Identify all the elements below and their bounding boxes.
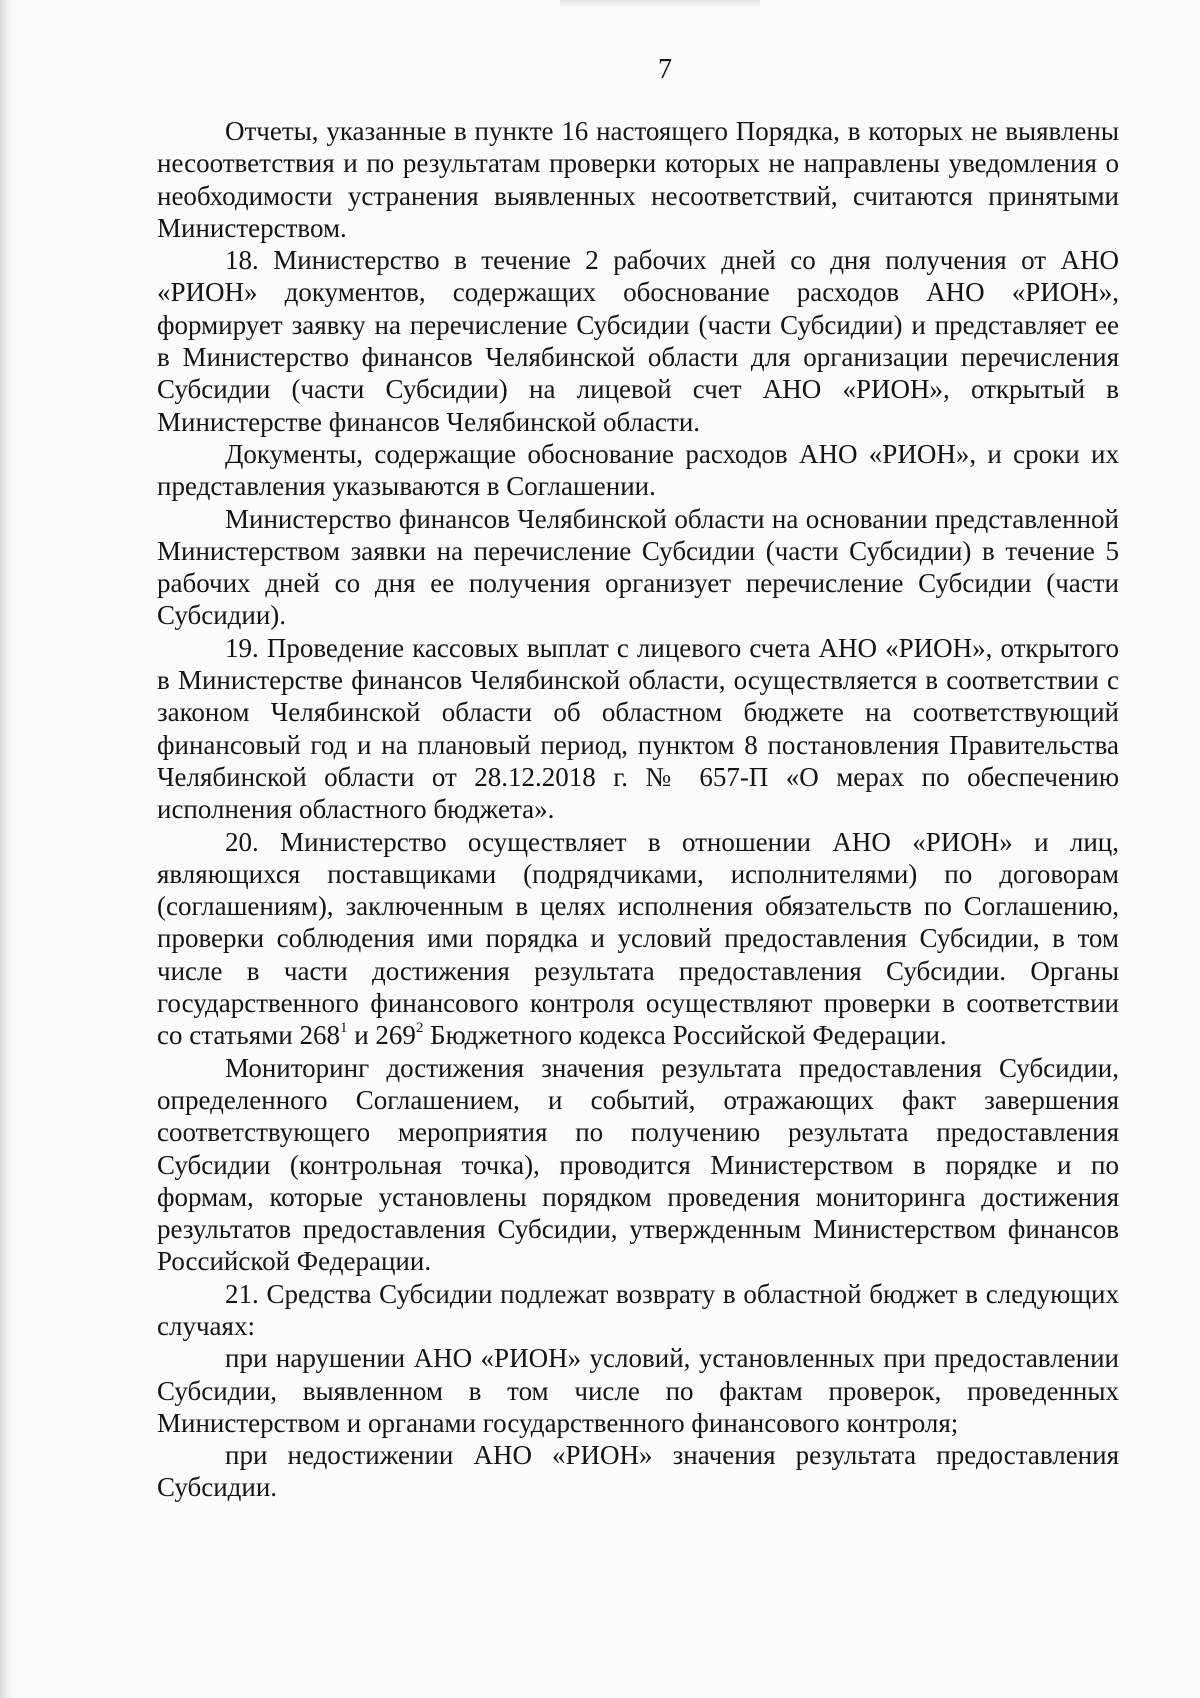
paragraph-18-transfer: Министерство финансов Челябинской области на основании представленной Министерством заявки на перечисление Субсидии (части Субсидии) в течение 5 рабочих дней со дня ее получения организует перечисление Субсидии (части Субсидии). xyxy=(157,503,1119,631)
paragraph-20-text-middle: и 269 xyxy=(347,1020,416,1051)
paragraph-reports-accepted: Отчеты, указанные в пункте 16 настоящего Порядка, в которых не выявлены несоответствия и по результатам проверки которых не направлены уведомления о необходимости устранения выявленных несоответствий, считаются принятыми Министерством. xyxy=(157,116,1119,243)
scan-top-artifact xyxy=(560,0,760,8)
paragraph-21-case-violation: при нарушении АНО «РИОН» условий, установленных при предоставлении Субсидии, выявленном в том числе по фактам проверок, проведенных Министерством и органами государственного финансового контроля; xyxy=(157,1343,1119,1438)
paragraph-18-request: 18. Министерство в течение 2 рабочих дней со дня получения от АНО «РИОН» документов, содержащих обоснование расходов АНО «РИОН», формирует заявку на перечисление Субсидии (части Субсидии) и представляет ее в Министерство финансов Челябинской области для организации перечисления Субсидии (части Субсидии) на лицевой счет АНО «РИОН», открытый в Министерстве финансов Челябинской области. xyxy=(157,245,1119,437)
paragraph-20-control xyxy=(157,826,1119,1052)
paragraph-20-monitoring: Мониторинг достижения значения результата предоставления Субсидии, определенного Соглашением, и событий, отражающих факт завершения соответствующего мероприятия по получению результата предоставления Субсидии (контрольная точка), проводится Министерством в порядке и по формам, которые установлены порядком проведения мониторинга достижения результатов предоставления Субсидии, утвержденным Министерством финансов Российской Федерации. xyxy=(157,1052,1119,1277)
paragraph-18-documents: Документы, содержащие обоснование расходов АНО «РИОН», и сроки их представления указываются в Соглашении. xyxy=(157,438,1119,502)
article-269-superscript: 2 xyxy=(415,1020,424,1037)
paragraph-21-case-nonachievement: при недостижении АНО «РИОН» значения результата предоставления Субсидии. xyxy=(157,1440,1119,1503)
page-number: 7 xyxy=(658,54,672,85)
article-268-superscript: 1 xyxy=(339,1020,348,1037)
paragraph-20-text-after: Бюджетного кодекса Российской Федерации. xyxy=(423,1020,947,1051)
scan-edge-shadow xyxy=(0,0,14,1698)
paragraph-19-payments: 19. Проведение кассовых выплат с лицевого счета АНО «РИОН», открытого в Министерстве финансов Челябинской области, осуществляется в соответствии с законом Челябинской области об областном бюджете на соответствующий финансовый год и на плановый период, пунктом 8 постановления Правительства Челябинской области от 28.12.2018 г. № 657-П «О мерах по обеспечению исполнения областного бюджета». xyxy=(157,632,1119,825)
document-body xyxy=(157,115,1119,1504)
paragraph-21-return: 21. Средства Субсидии подлежат возврату в областной бюджет в следующих случаях: xyxy=(157,1278,1119,1341)
paragraph-20-text-before: 20. Министерство осуществляет в отношении АНО «РИОН» и лиц, являющихся поставщиками (подрядчиками, исполнителями) по договорам (соглашениям), заключенным в целях исполнения обязательств по Соглашению, проверки соблюдения ими порядка и условий предоставления Субсидии, в том числе в части достижения результата предоставления Субсидии. Органы государственного финансового контроля осуществляют проверки в соответствии со статьями 268 xyxy=(157,826,1119,1051)
